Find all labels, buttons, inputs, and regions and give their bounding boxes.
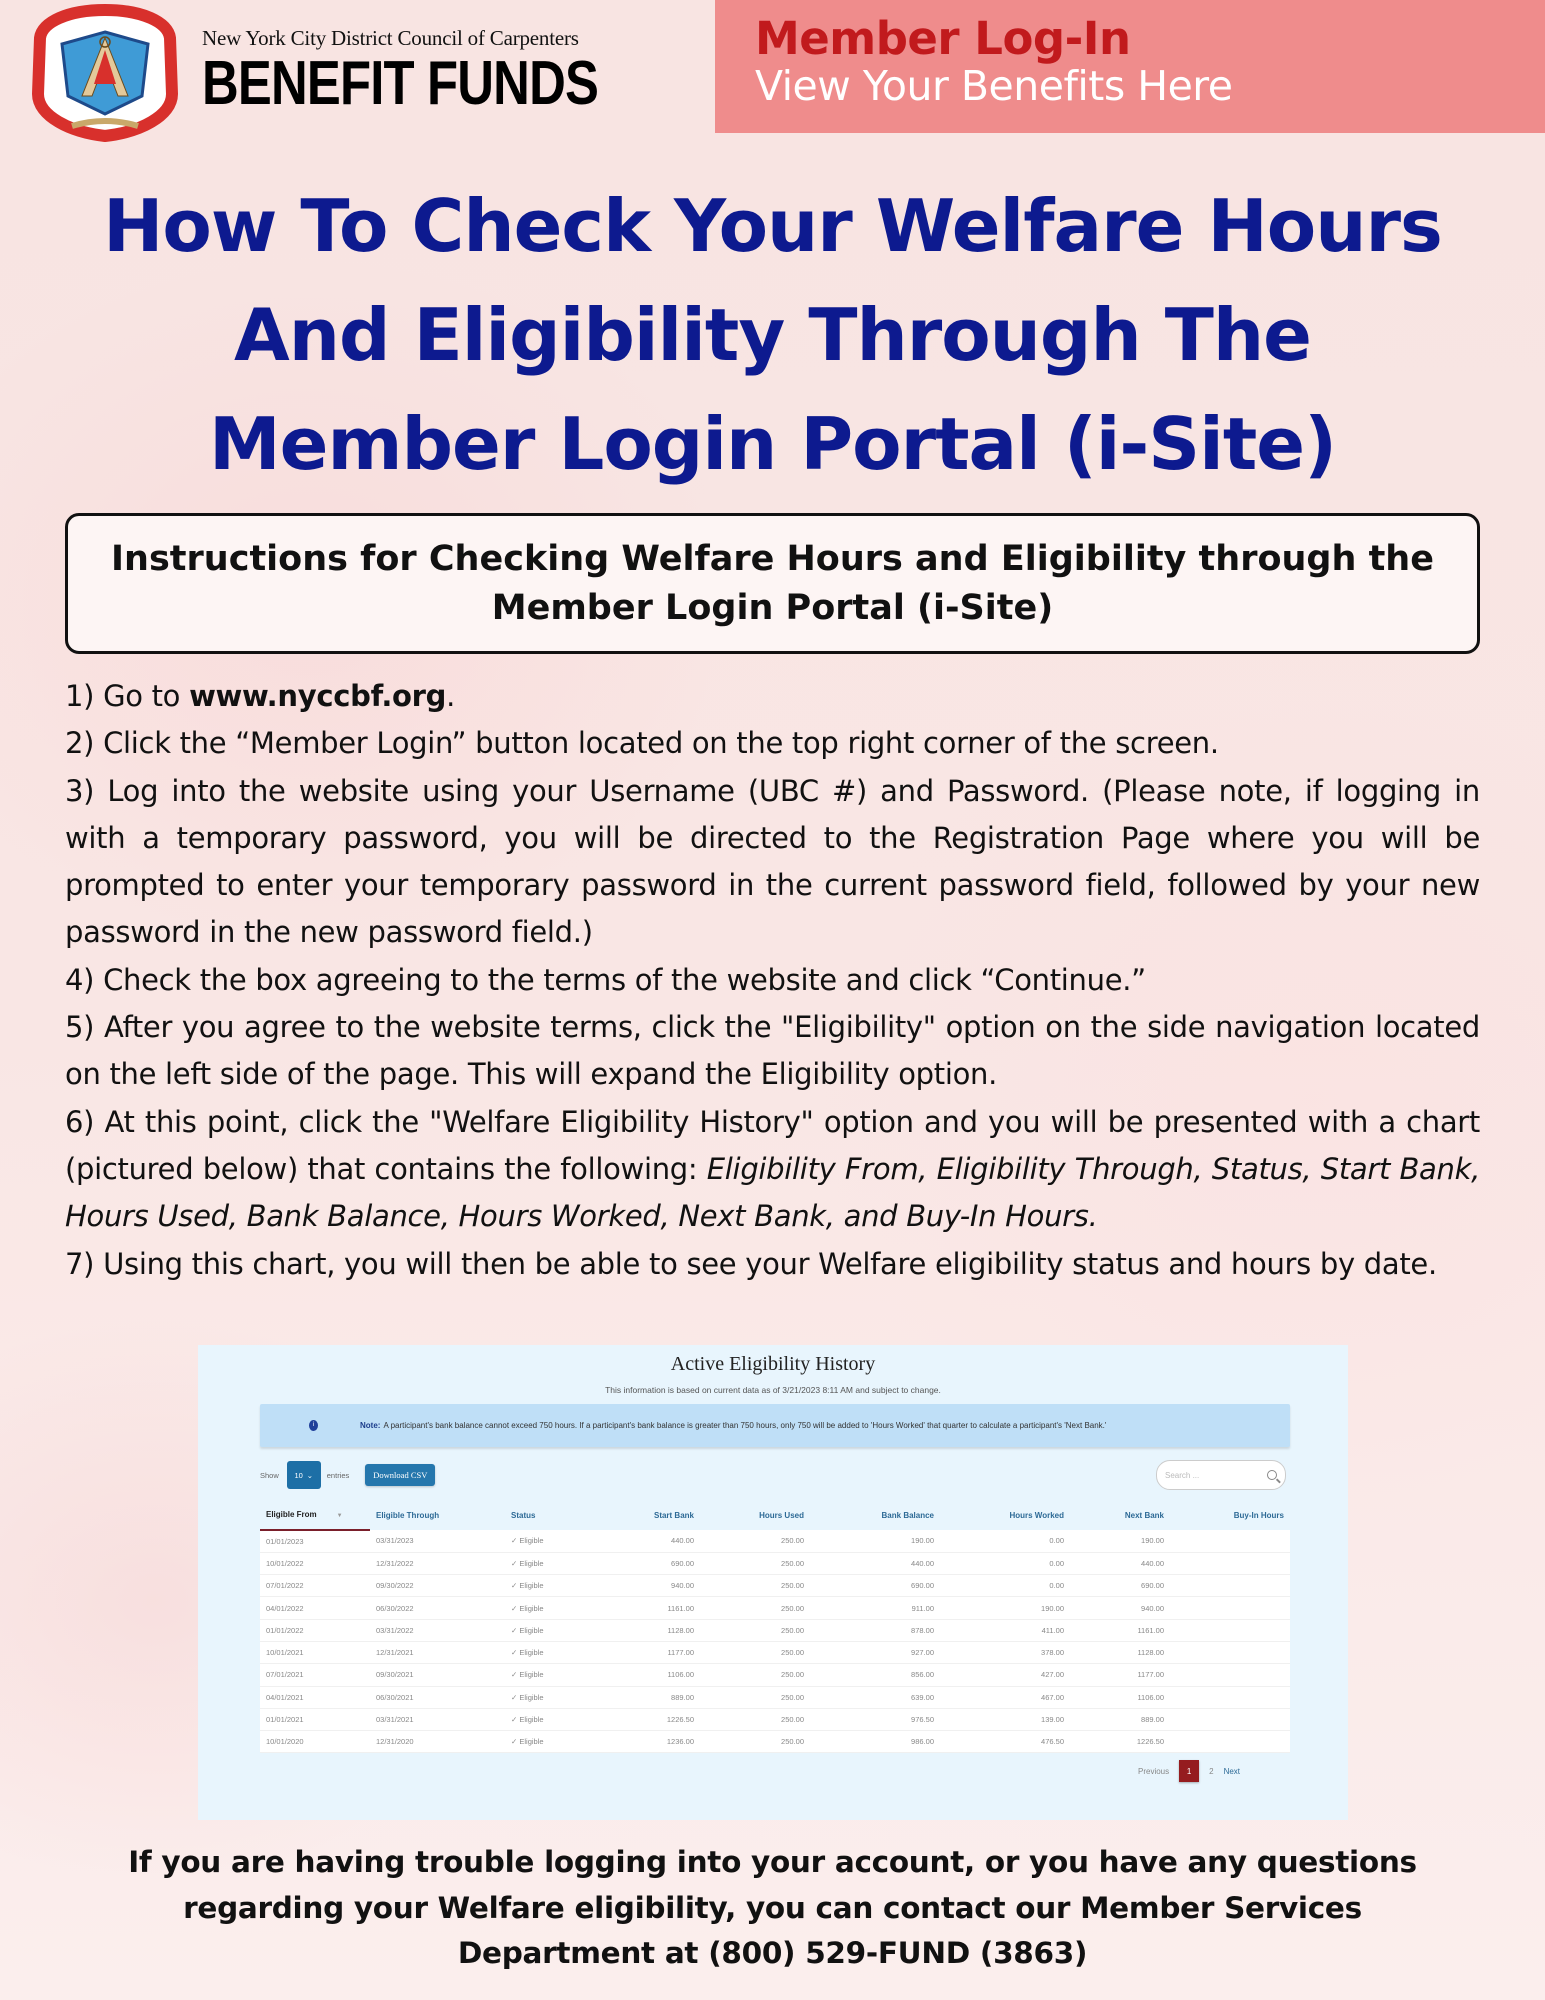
website-link[interactable]: www.nyccbf.org [189,679,447,713]
search-placeholder: Search ... [1165,1470,1200,1480]
table-cell: 12/31/2022 [370,1552,505,1574]
table-cell: 1177.00 [595,1641,700,1663]
table-cell: ✓ Eligible [505,1530,595,1552]
table-cell: 889.00 [595,1686,700,1708]
table-cell: 1236.00 [595,1731,700,1753]
table-cell: 690.00 [810,1575,940,1597]
table-cell: 878.00 [810,1619,940,1641]
table-cell: 250.00 [700,1597,810,1619]
table-row [260,1731,1290,1753]
table-cell: 01/01/2021 [260,1708,370,1730]
table-cell: 06/30/2022 [370,1597,505,1619]
table-cell: 0.00 [940,1575,1070,1597]
table-cell: 250.00 [700,1686,810,1708]
previous-page-button[interactable]: Previous [1138,1766,1170,1776]
sort-desc-icon: ▼ [336,1513,343,1519]
table-cell: 04/01/2022 [260,1597,370,1619]
table-cell: 250.00 [700,1619,810,1641]
table-cell: 467.00 [940,1686,1070,1708]
title-line: And Eligibility Through The [233,293,1311,377]
table-row [260,1530,1290,1552]
page-2-button[interactable]: 2 [1209,1766,1214,1776]
table-cell: 378.00 [940,1641,1070,1663]
table-row [260,1552,1290,1574]
table-cell: 1226.50 [595,1708,700,1730]
table-cell: 250.00 [700,1575,810,1597]
table-row [260,1708,1290,1730]
column-next-bank[interactable]: Next Bank [1124,1510,1164,1520]
page-1-button[interactable]: 1 [1179,1760,1199,1782]
step-5: 5) After you agree to the website terms, click the "Eligibility" option on the side navigation located on the left side of the page. This will expand the Eligibility option. [65,1010,1480,1092]
table-cell: 03/31/2021 [370,1708,505,1730]
table-cell: 856.00 [810,1664,940,1686]
page-size-select[interactable] [287,1461,321,1489]
column-start-bank[interactable]: Start Bank [653,1510,694,1520]
table-cell: 0.00 [940,1530,1070,1552]
portal-subtitle: This information is based on current data as of 3/21/2023 8:11 AM and subject to change. [605,1385,941,1395]
table-cell: 10/01/2020 [260,1731,370,1753]
table-cell: 440.00 [810,1552,940,1574]
table-cell: ✓ Eligible [505,1619,595,1641]
table-cell: 690.00 [1070,1575,1170,1597]
info-icon: i [309,1420,318,1431]
table-cell: 1161.00 [1070,1619,1170,1641]
step-2: 2) Click the “Member Login” button located on the top right corner of the screen. [65,726,1219,761]
column-bank-balance[interactable]: Bank Balance [881,1510,934,1520]
note-label: Note: [360,1421,381,1430]
table-cell: 139.00 [940,1708,1070,1730]
search-input[interactable] [1156,1460,1286,1490]
table-cell: 440.00 [1070,1552,1170,1574]
footer-line: Department at (800) 529-FUND (3863) [457,1936,1088,1970]
table-cell: 10/01/2022 [260,1552,370,1574]
table-cell: 927.00 [810,1641,940,1663]
chart-fields-list: Eligibility From, Eligibility Through, Status, Start Bank, Hours Used, Bank Balance, Hours Worked, Next Bank, and Buy-In Hours. [65,1151,1480,1234]
search-icon [1267,1470,1277,1480]
chevron-down-icon: ⌄ [306,1470,314,1480]
eligibility-history-screenshot [198,1345,1348,1820]
table-cell [1170,1597,1290,1619]
bank-balance-note [260,1404,1290,1447]
table-cell: 01/01/2022 [260,1619,370,1641]
table-cell: 1106.00 [1070,1686,1170,1708]
table-cell: ✓ Eligible [505,1575,595,1597]
table-cell: 411.00 [940,1619,1070,1641]
table-cell: 1161.00 [595,1597,700,1619]
column-status[interactable]: Status [511,1510,536,1520]
table-cell [1170,1664,1290,1686]
brand-block [202,26,685,118]
table-cell: 639.00 [810,1686,940,1708]
table-cell: 10/01/2021 [260,1641,370,1663]
step-text: 6) At this point, click the "Welfare Eligibility History" option and you will be presented with a chart (pictured below) that contains the following: [65,1104,1480,1186]
title-line: Member Login Portal (i-Site) [209,402,1336,486]
portal-title: Active Eligibility History [670,1353,876,1375]
table-cell: 250.00 [700,1731,810,1753]
table-cell: ✓ Eligible [505,1731,595,1753]
step-7: 7) Using this chart, you will then be able to see your Welfare eligibility status and hours by date. [65,1246,1437,1281]
table-cell: 250.00 [700,1708,810,1730]
footer-line: If you are having trouble logging into your account, or you have any questions [128,1845,1417,1879]
table-cell: 250.00 [700,1552,810,1574]
table-cell: 690.00 [595,1552,700,1574]
table-cell: 1128.00 [1070,1641,1170,1663]
table-cell: 889.00 [1070,1708,1170,1730]
org-name: New York City District Council of Carpenters [202,26,579,50]
table-cell: 976.50 [810,1708,940,1730]
table-cell: 07/01/2021 [260,1664,370,1686]
member-login-banner[interactable] [715,0,1545,133]
column-eligible-from[interactable]: Eligible From ▼ [260,1500,370,1530]
table-cell: 940.00 [595,1575,700,1597]
step-4: 4) Check the box agreeing to the terms of the website and click “Continue.” [65,962,1146,997]
login-banner-title: Member Log-In [755,12,1131,65]
step-6 [65,1099,1480,1241]
table-cell: 07/01/2022 [260,1575,370,1597]
table-row [260,1597,1290,1619]
table-cell: 0.00 [940,1552,1070,1574]
table-row [260,1619,1290,1641]
table-cell: 250.00 [700,1664,810,1686]
next-page-button[interactable]: Next [1223,1766,1241,1776]
table-cell: 440.00 [595,1530,700,1552]
pagination [1138,1760,1240,1782]
table-cell: ✓ Eligible [505,1664,595,1686]
table-cell: 1106.00 [595,1664,700,1686]
table-cell: 12/31/2020 [370,1731,505,1753]
eligibility-table [260,1500,1290,1753]
brand-title: BENEFIT FUNDS [202,49,599,118]
table-cell: ✓ Eligible [505,1686,595,1708]
table-cell: 01/01/2023 [260,1530,370,1552]
table-cell: 1128.00 [595,1619,700,1641]
title-line: How To Check Your Welfare Hours [103,184,1442,268]
table-cell [1170,1552,1290,1574]
table-cell: 476.50 [940,1731,1070,1753]
table-cell: 427.00 [940,1664,1070,1686]
step-text: 1) Go to [65,679,190,713]
table-cell: 250.00 [700,1530,810,1552]
table-cell: 911.00 [810,1597,940,1619]
column-hours-worked[interactable]: Hours Worked [1009,1510,1064,1520]
step-1 [65,673,1480,720]
table-cell [1170,1686,1290,1708]
entries-label: entries [326,1470,350,1480]
table-cell: 06/30/2021 [370,1686,505,1708]
page-size-value: 10 [294,1470,303,1480]
column-buy-in-hours[interactable]: Buy-In Hours [1233,1510,1284,1520]
page-title [0,172,1545,499]
instruction-steps [65,673,1480,1288]
note-text: A participant's bank balance cannot exceed 750 hours. If a participant's bank balance is greater than 750 hours, only 750 will be added to 'Hours Worked' that quarter to calculate a participant's 'Next Bank.' [383,1421,1107,1430]
download-csv-button[interactable]: Download CSV [365,1464,435,1486]
table-cell: 1177.00 [1070,1664,1170,1686]
table-cell [1170,1708,1290,1730]
table-body [260,1530,1290,1753]
table-cell: ✓ Eligible [505,1552,595,1574]
table-cell: 1226.50 [1070,1731,1170,1753]
table-cell: 03/31/2023 [370,1530,505,1552]
login-banner-subtitle: View Your Benefits Here [755,62,1233,110]
table-cell: 09/30/2022 [370,1575,505,1597]
footer-line: regarding your Welfare eligibility, you can contact our Member Services [183,1890,1362,1925]
table-cell: ✓ Eligible [505,1708,595,1730]
table-cell: 190.00 [1070,1530,1170,1552]
table-cell: ✓ Eligible [505,1641,595,1663]
table-cell: 190.00 [810,1530,940,1552]
table-cell: 03/31/2022 [370,1619,505,1641]
table-cell [1170,1575,1290,1597]
table-header-row [260,1500,1290,1530]
contact-footer [0,1840,1545,1977]
instructions-heading: Instructions for Checking Welfare Hours and Eligibility through the Member Login Portal (i-Site) [65,513,1480,654]
table-cell: 986.00 [810,1731,940,1753]
table-controls [260,1460,435,1490]
table-cell [1170,1641,1290,1663]
table-cell: ✓ Eligible [505,1597,595,1619]
table-cell: 09/30/2021 [370,1664,505,1686]
show-label: Show [260,1470,279,1480]
ubc-union-logo [30,4,180,142]
table-cell [1170,1619,1290,1641]
table-cell: 04/01/2021 [260,1686,370,1708]
step-3: 3) Log into the website using your Username (UBC #) and Password. (Please note, if logging in with a temporary password, you will be directed to the Registration Page where you will be prompted to enter your temporary password in the current password field, followed by your new password in the new password field.) [65,773,1480,950]
table-cell [1170,1530,1290,1552]
column-eligible-through[interactable]: Eligible Through [376,1510,440,1520]
table-cell: 940.00 [1070,1597,1170,1619]
table-row [260,1686,1290,1708]
table-cell: 250.00 [700,1641,810,1663]
table-row [260,1664,1290,1686]
column-hours-used[interactable]: Hours Used [759,1510,804,1520]
table-cell [1170,1731,1290,1753]
table-cell: 12/31/2021 [370,1641,505,1663]
table-cell: 190.00 [940,1597,1070,1619]
table-row [260,1575,1290,1597]
step-text: . [446,679,456,713]
table-row [260,1641,1290,1663]
